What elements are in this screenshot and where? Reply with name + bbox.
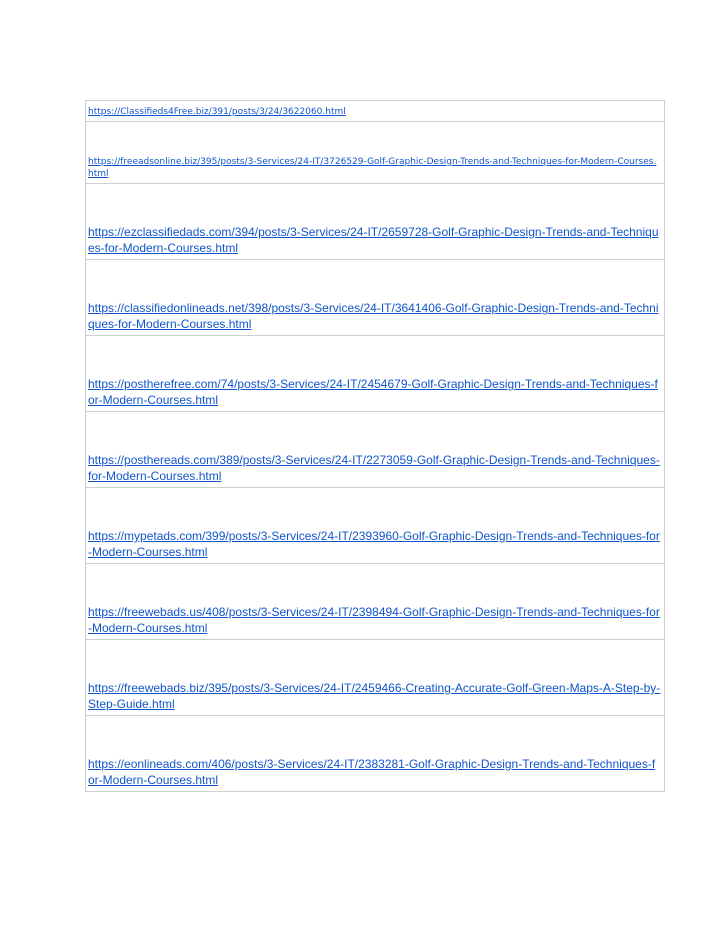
table-row <box>86 640 665 716</box>
table-row <box>86 122 665 184</box>
table-cell <box>86 184 665 260</box>
table-cell <box>86 412 665 488</box>
link-ezclassifiedads[interactable]: https://ezclassifiedads.com/394/posts/3-Services/24-IT/2659728-Golf-Graphic-Design-Trends-and-Techniques-for-Modern-Courses.html <box>88 225 659 255</box>
table-row <box>86 488 665 564</box>
table-row <box>86 184 665 260</box>
table-cell <box>86 260 665 336</box>
table-cell <box>86 564 665 640</box>
table-row <box>86 716 665 792</box>
link-posthereads[interactable]: https://posthereads.com/389/posts/3-Services/24-IT/2273059-Golf-Graphic-Design-Trends-and-Techniques-for-Modern-Courses.html <box>88 453 660 483</box>
links-table <box>85 100 665 792</box>
table-cell <box>86 716 665 792</box>
link-mypetads[interactable]: https://mypetads.com/399/posts/3-Services/24-IT/2393960-Golf-Graphic-Design-Trends-and-Techniques-for-Modern-Courses.html <box>88 529 660 559</box>
table-row <box>86 101 665 122</box>
table-cell <box>86 488 665 564</box>
link-classifieds4free[interactable]: https://Classifieds4Free.biz/391/posts/3/24/3622060.html <box>88 107 346 117</box>
link-postherefree[interactable]: https://postherefree.com/74/posts/3-Services/24-IT/2454679-Golf-Graphic-Design-Trends-and-Techniques-for-Modern-Courses.html <box>88 377 658 407</box>
table-row <box>86 564 665 640</box>
table-row <box>86 412 665 488</box>
table-row <box>86 260 665 336</box>
table-cell <box>86 640 665 716</box>
link-freewebads-biz[interactable]: https://freewebads.biz/395/posts/3-Services/24-IT/2459466-Creating-Accurate-Golf-Green-Maps-A-Step-by-Step-Guide.html <box>88 681 661 711</box>
link-eonlineads[interactable]: https://eonlineads.com/406/posts/3-Services/24-IT/2383281-Golf-Graphic-Design-Trends-and-Techniques-for-Modern-Courses.html <box>88 757 656 787</box>
table-row <box>86 336 665 412</box>
link-freewebads-us[interactable]: https://freewebads.us/408/posts/3-Services/24-IT/2398494-Golf-Graphic-Design-Trends-and-Techniques-for-Modern-Courses.html <box>88 605 660 635</box>
table-cell <box>86 336 665 412</box>
table-cell <box>86 101 665 122</box>
link-classifiedonlineads[interactable]: https://classifiedonlineads.net/398/posts/3-Services/24-IT/3641406-Golf-Graphic-Design-Trends-and-Techniques-for-Modern-Courses.html <box>88 301 659 331</box>
link-freeadsonline[interactable]: https://freeadsonline.biz/395/posts/3-Services/24-IT/3726529-Golf-Graphic-Design-Trends-and-Techniques-for-Modern-Courses.html <box>88 157 657 179</box>
table-cell <box>86 122 665 184</box>
